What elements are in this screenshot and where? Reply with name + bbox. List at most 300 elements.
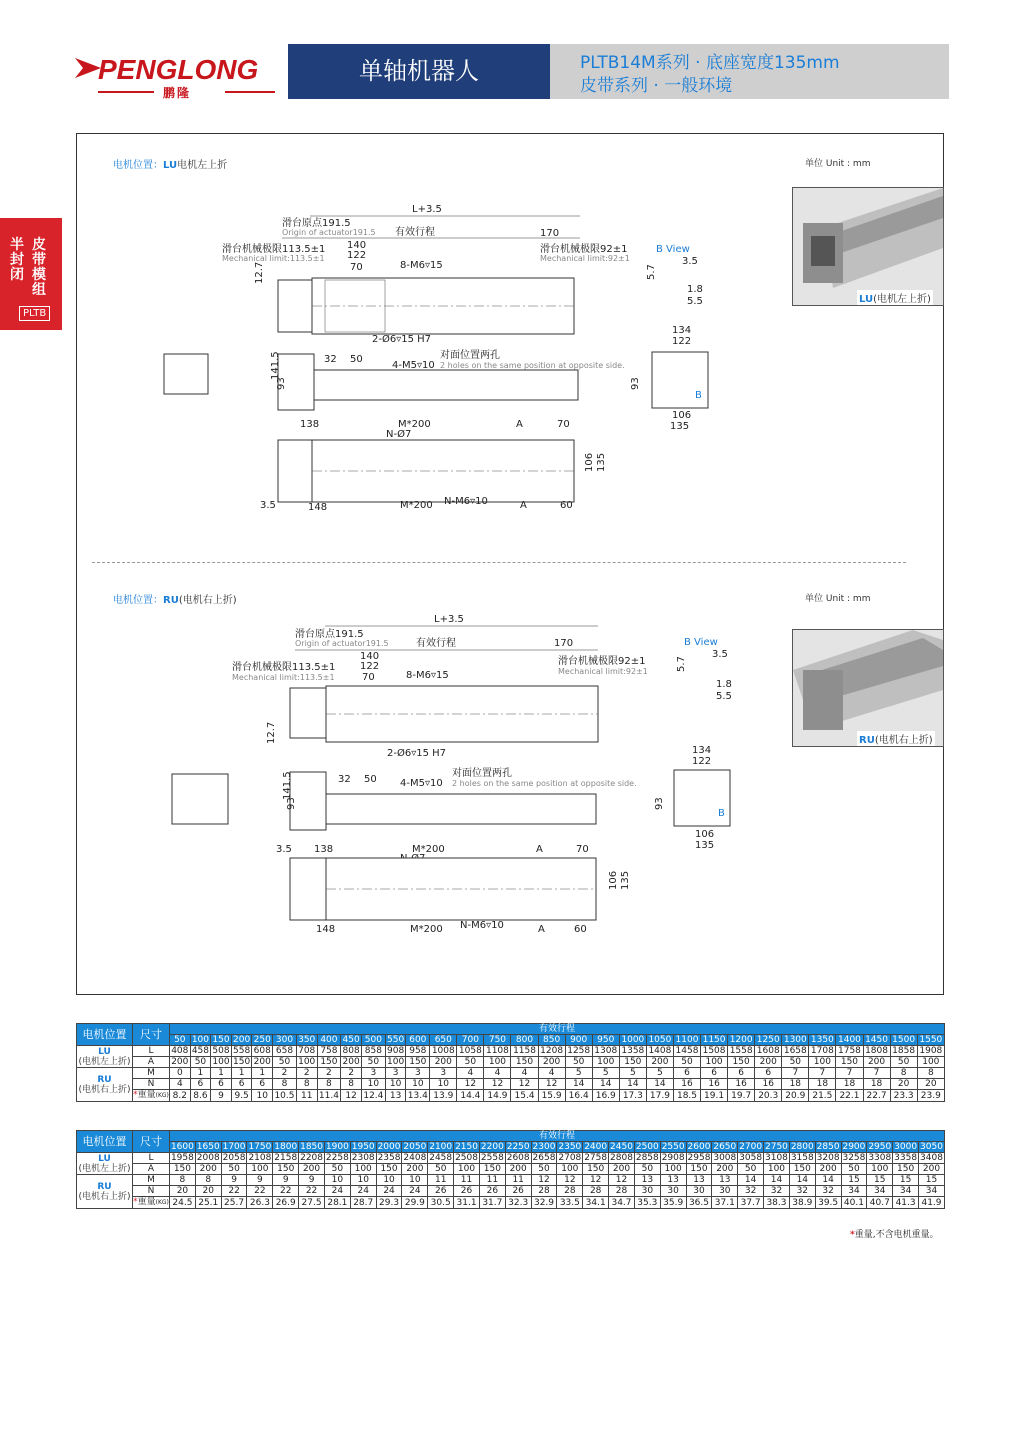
table-cell: 14 — [646, 1079, 673, 1090]
table-cell: 34.7 — [609, 1197, 635, 1209]
weight-unit: (KG) — [155, 1092, 169, 1099]
table-cell: 39.5 — [815, 1197, 841, 1209]
size-header: 尺寸 — [133, 1024, 170, 1046]
table-cell: 608 — [253, 1046, 271, 1056]
row-label-l — [133, 1153, 170, 1164]
svg-text:3.5: 3.5 — [682, 256, 698, 267]
stroke-value: 750 — [484, 1035, 511, 1046]
weight-unit: (KG) — [155, 1199, 169, 1206]
stroke-value: 1500 — [890, 1035, 917, 1046]
table-cell: 38.3 — [764, 1197, 790, 1209]
stroke-value: 250 — [253, 1035, 271, 1045]
svg-text:60: 60 — [574, 924, 587, 935]
table-cell: 6 — [728, 1068, 755, 1079]
stroke-value: 1600 — [170, 1142, 194, 1152]
table-cell: 11 — [505, 1175, 531, 1186]
table-cell: 150 — [619, 1057, 646, 1068]
svg-text:5.5: 5.5 — [687, 296, 703, 307]
svg-text:Origin of actuator191.5: Origin of actuator191.5 — [295, 639, 389, 648]
table-cell: 7 — [782, 1068, 809, 1079]
svg-text:135: 135 — [695, 840, 715, 851]
table-cell: 2908 — [661, 1153, 685, 1163]
table-cell: 40.1 — [841, 1197, 867, 1209]
table-cell: 6 — [701, 1068, 728, 1079]
table-cell: 13.4 — [407, 1090, 428, 1101]
motor-position-ru — [77, 1068, 133, 1102]
svg-text:12.7: 12.7 — [266, 721, 277, 744]
svg-text:Mechanical limit:113.5±1: Mechanical limit:113.5±1 — [222, 254, 325, 263]
table-cell: 3 — [430, 1068, 457, 1079]
weight-note: *重量,不含电机重量。 — [850, 1230, 939, 1240]
table-cell: 18 — [809, 1079, 836, 1090]
table-cell: 9 — [211, 1090, 232, 1102]
weight-mark: * — [133, 1090, 138, 1100]
table-cell: 1758 — [836, 1046, 863, 1057]
table-cell: 20 — [170, 1186, 196, 1197]
table-cell: 2 — [273, 1068, 297, 1079]
svg-text:A: A — [520, 500, 527, 511]
table-cell: 50 — [890, 1057, 917, 1068]
table-cell: 50 — [190, 1057, 211, 1068]
table-cell: 8 — [296, 1079, 317, 1090]
table-cell: 2 — [317, 1068, 341, 1079]
table-cell: 12 — [531, 1175, 557, 1186]
stroke-header: 有效行程 — [170, 1131, 945, 1142]
row-label-w — [133, 1197, 170, 1209]
table-cell: 11 — [454, 1175, 480, 1186]
svg-text:134: 134 — [672, 325, 692, 336]
stroke-value: 1400 — [836, 1035, 863, 1046]
table-cell: 7 — [809, 1068, 836, 1079]
table-cell: 8 — [195, 1175, 221, 1186]
row-label-m — [133, 1175, 170, 1186]
svg-text:134: 134 — [692, 745, 712, 756]
stroke-value: 1800 — [274, 1142, 298, 1152]
table-cell: 2308 — [351, 1153, 375, 1163]
svg-text:滑台机械极限113.5±1: 滑台机械极限113.5±1 — [222, 244, 326, 255]
table-cell: 2058 — [222, 1153, 246, 1163]
table-row — [77, 1175, 945, 1186]
table-cell: 16.4 — [565, 1090, 592, 1102]
table-cell: 1058 — [457, 1046, 484, 1057]
svg-text:70: 70 — [576, 844, 589, 855]
table-cell: 22.7 — [863, 1090, 890, 1102]
table-cell: 2608 — [506, 1153, 530, 1163]
table-cell: 13.9 — [430, 1090, 457, 1102]
brand-logo-cn: 鹏隆 — [163, 86, 192, 100]
table-cell: 150 — [686, 1164, 712, 1175]
table-cell: 200 — [863, 1057, 890, 1068]
table-row — [77, 1079, 945, 1090]
stroke-value: 3000 — [894, 1142, 918, 1152]
table-cell: 32.9 — [531, 1197, 557, 1209]
svg-text:140: 140 — [360, 651, 380, 662]
table-cell: 14.4 — [457, 1090, 484, 1102]
svg-text:M*200: M*200 — [398, 419, 431, 430]
section-divider — [92, 562, 906, 563]
table-cell: 26 — [428, 1186, 454, 1197]
table-cell: 958 — [406, 1046, 430, 1057]
stroke-value: 200 — [233, 1035, 251, 1045]
table-cell: 18.5 — [673, 1090, 700, 1102]
environment-subtitle: 皮带系列 · 一般环境 — [580, 76, 733, 96]
table-cell: 1808 — [863, 1046, 890, 1057]
table-cell: 4 — [484, 1068, 511, 1079]
table-cell: 37.1 — [712, 1197, 738, 1209]
table-cell: 1158 — [511, 1046, 538, 1057]
svg-text:5.5: 5.5 — [716, 691, 732, 702]
stroke-value: 2700 — [739, 1142, 763, 1152]
table-cell: 50 — [634, 1164, 660, 1175]
svg-text:M*200: M*200 — [400, 500, 433, 511]
drawing-lu — [150, 200, 703, 520]
table-cell: 3108 — [765, 1153, 788, 1163]
table-cell: 25.7 — [221, 1197, 247, 1209]
stroke-value: 1650 — [196, 1142, 220, 1152]
table-cell: 150 — [479, 1164, 505, 1175]
table-cell: 2458 — [429, 1153, 453, 1163]
table-cell: 10 — [402, 1175, 428, 1186]
table-cell: 12 — [538, 1079, 565, 1090]
svg-text:A: A — [516, 419, 523, 430]
table-cell: 16 — [701, 1079, 728, 1090]
table-cell: 12 — [609, 1175, 635, 1186]
table-cell: 100 — [298, 1057, 316, 1067]
row-label-w — [133, 1090, 170, 1102]
table-cell: 29.3 — [376, 1197, 402, 1209]
row-label-text: A — [147, 1164, 155, 1174]
table-cell: 1 — [190, 1068, 211, 1079]
table-row — [77, 1046, 945, 1057]
svg-text:135: 135 — [620, 870, 631, 890]
stroke-value: 2650 — [713, 1142, 737, 1152]
row-label-text: A — [147, 1057, 155, 1067]
table-cell: 8 — [917, 1068, 944, 1079]
svg-text:70: 70 — [557, 419, 570, 430]
stroke-value: 2350 — [558, 1142, 582, 1152]
table-cell: 8.2 — [170, 1090, 191, 1102]
table-cell: 33.5 — [557, 1197, 583, 1209]
table-cell: 2108 — [248, 1153, 272, 1163]
table-cell: 100 — [660, 1164, 686, 1175]
table-cell: 658 — [273, 1046, 297, 1057]
table-row — [77, 1090, 945, 1102]
table-cell: 16.9 — [592, 1090, 619, 1102]
svg-text:50: 50 — [364, 774, 377, 785]
stroke-value: 1300 — [782, 1035, 809, 1046]
svg-text:Mechanical limit:92±1: Mechanical limit:92±1 — [558, 667, 648, 676]
table-cell: 100 — [350, 1164, 376, 1175]
table-cell: 5 — [565, 1068, 592, 1079]
stroke-value: 2450 — [610, 1142, 633, 1152]
table-cell: 3158 — [790, 1153, 814, 1163]
motor-position-header: 电机位置 — [77, 1131, 133, 1153]
table-cell: 11 — [296, 1090, 317, 1102]
stroke-value: 550 — [387, 1035, 405, 1045]
table-cell: 3 — [361, 1068, 385, 1079]
table-cell: 100 — [917, 1057, 944, 1068]
table-cell: 200 — [646, 1057, 673, 1068]
table-cell: 32 — [815, 1186, 841, 1197]
row-label-a — [133, 1057, 170, 1068]
table-cell: 8 — [170, 1175, 196, 1186]
table-cell: 200 — [171, 1057, 189, 1067]
position-code-ru: RU — [97, 1181, 112, 1192]
table-cell: 8.6 — [190, 1090, 211, 1102]
stroke-value: 900 — [565, 1035, 592, 1046]
svg-text:5.7: 5.7 — [646, 264, 657, 280]
table-cell: 24 — [350, 1186, 376, 1197]
svg-text:140: 140 — [347, 240, 367, 251]
table-cell: 8 — [273, 1079, 297, 1090]
table-cell: 200 — [919, 1164, 945, 1175]
table-cell: 1308 — [592, 1046, 619, 1057]
table-cell: 38.9 — [789, 1197, 815, 1209]
table-cell: 24 — [324, 1186, 350, 1197]
svg-text:170: 170 — [554, 638, 574, 649]
svg-text:122: 122 — [347, 250, 367, 261]
table-cell: 11 — [479, 1175, 505, 1186]
motor-position-lu — [77, 1153, 133, 1175]
stroke-value: 2250 — [506, 1142, 530, 1152]
table-cell: 4 — [538, 1068, 565, 1079]
svg-text:93: 93 — [276, 377, 287, 390]
table-cell: 30.5 — [428, 1197, 454, 1209]
table-cell: 14 — [592, 1079, 619, 1090]
table-cell: 508 — [212, 1046, 230, 1056]
table-cell: 3058 — [739, 1153, 763, 1163]
table-cell: 20 — [917, 1079, 944, 1090]
svg-text:141.5: 141.5 — [270, 351, 281, 380]
svg-text:3.5: 3.5 — [276, 844, 292, 855]
table-cell: 1458 — [673, 1046, 700, 1057]
table-cell: 41.9 — [919, 1197, 945, 1209]
svg-text:93: 93 — [286, 797, 297, 810]
row-label-text: N — [147, 1079, 155, 1089]
table-cell: 50 — [841, 1164, 867, 1175]
table-cell: 2 — [341, 1068, 362, 1079]
table-cell: 1 — [252, 1068, 273, 1079]
stroke-value: 300 — [273, 1035, 297, 1046]
svg-text:2 holes on the same position a: 2 holes on the same position at opposite side. — [452, 779, 637, 788]
table-cell: 1558 — [728, 1046, 755, 1057]
table-cell: 14 — [789, 1175, 815, 1186]
table-cell: 31.7 — [479, 1197, 505, 1209]
stroke-value: 2300 — [532, 1142, 556, 1152]
table-cell: 50 — [273, 1057, 297, 1068]
table-cell: 28 — [583, 1186, 609, 1197]
table-cell: 6 — [190, 1079, 211, 1090]
table-cell: 2508 — [455, 1153, 478, 1163]
stroke-value: 500 — [361, 1035, 385, 1046]
table-cell: 30 — [634, 1186, 660, 1197]
table-cell: 100 — [867, 1164, 893, 1175]
svg-text:122: 122 — [672, 336, 692, 347]
table-cell: 1858 — [890, 1046, 917, 1057]
table-cell: 858 — [361, 1046, 385, 1057]
table-cell: 28 — [609, 1186, 635, 1197]
table-cell: 28.7 — [350, 1197, 376, 1209]
table-cell: 19.1 — [701, 1090, 728, 1102]
table-cell: 100 — [247, 1164, 273, 1175]
table-cell: 3008 — [713, 1153, 737, 1163]
svg-text:138: 138 — [314, 844, 334, 855]
table-cell: 22.1 — [836, 1090, 863, 1102]
svg-text:32: 32 — [324, 354, 337, 365]
table-cell: 2408 — [403, 1153, 427, 1163]
side-tab-label-2: 半封闭 — [10, 237, 24, 283]
table-cell: 50 — [738, 1164, 764, 1175]
stroke-value: 350 — [298, 1035, 316, 1045]
stroke-value: 2900 — [842, 1142, 866, 1152]
table-cell: 14 — [565, 1079, 592, 1090]
svg-text:148: 148 — [308, 502, 328, 513]
svg-text:N-M6▿10: N-M6▿10 — [444, 496, 488, 507]
table-cell: 20.9 — [782, 1090, 809, 1102]
stroke-value: 1850 — [300, 1142, 323, 1152]
svg-text:106: 106 — [695, 829, 715, 840]
svg-text:12.7: 12.7 — [254, 261, 265, 284]
position-name-lu: (电机左上折) — [78, 1056, 131, 1067]
table-cell: 8 — [890, 1068, 917, 1079]
table-cell: 7 — [836, 1068, 863, 1079]
table-cell: 50 — [221, 1164, 247, 1175]
table-cell: 6 — [755, 1068, 782, 1079]
table-cell: 24 — [376, 1186, 402, 1197]
stroke-value: 150 — [212, 1035, 230, 1045]
stroke-value: 400 — [317, 1035, 341, 1046]
table-cell: 12 — [341, 1090, 362, 1102]
table-cell: 13 — [634, 1175, 660, 1186]
table-cell: 3408 — [920, 1153, 943, 1163]
table-cell: 34 — [919, 1186, 945, 1197]
side-tab-badge: PLTB — [19, 306, 50, 321]
svg-text:N-Ø7: N-Ø7 — [386, 429, 412, 440]
svg-text:2-Ø6▿15 H7: 2-Ø6▿15 H7 — [372, 334, 432, 345]
stroke-value: 2950 — [868, 1142, 892, 1152]
svg-text:滑台原点191.5: 滑台原点191.5 — [282, 218, 351, 229]
section-title-ru: 电机位置：RU(电机右上折) — [113, 595, 237, 606]
table-cell: 27.5 — [299, 1197, 325, 1209]
motor-position-header: 电机位置 — [77, 1024, 133, 1046]
table-cell: 200 — [505, 1164, 531, 1175]
table-cell: 30 — [686, 1186, 712, 1197]
table-cell: 6 — [211, 1079, 232, 1090]
table-cell: 200 — [430, 1057, 457, 1068]
table-cell: 2808 — [610, 1153, 633, 1163]
stroke-value: 3050 — [920, 1142, 943, 1152]
table-cell: 18 — [863, 1079, 890, 1090]
table-cell: 40.7 — [867, 1197, 893, 1209]
svg-text:Mechanical limit:113.5±1: Mechanical limit:113.5±1 — [232, 673, 335, 682]
svg-text:170: 170 — [540, 228, 560, 239]
table-cell: 17.3 — [619, 1090, 646, 1102]
table-cell: 10 — [350, 1175, 376, 1186]
svg-text:L+3.5: L+3.5 — [434, 614, 464, 625]
svg-text:4-M5▿10: 4-M5▿10 — [392, 360, 435, 371]
table-cell: 200 — [712, 1164, 738, 1175]
table-cell: 34 — [893, 1186, 919, 1197]
table-cell: 150 — [170, 1164, 196, 1175]
stroke-value: 2850 — [816, 1142, 840, 1152]
table-cell: 10 — [324, 1175, 350, 1186]
table-cell: 3308 — [868, 1153, 892, 1163]
table-cell: 12 — [511, 1079, 538, 1090]
svg-text:106: 106 — [672, 410, 692, 421]
table-cell: 1658 — [782, 1046, 809, 1057]
photo-caption-lu: LU(电机左上折) — [857, 290, 933, 305]
table-cell: 3358 — [894, 1153, 918, 1163]
series-subtitle: PLTB14M系列 · 底座宽度135mm — [580, 53, 840, 73]
weight-label: 重量 — [137, 1197, 156, 1207]
weight-mark: * — [133, 1197, 138, 1207]
table-cell: 150 — [376, 1164, 402, 1175]
table-cell: 100 — [484, 1057, 511, 1068]
table-cell: 28 — [557, 1186, 583, 1197]
motor-position-ru — [77, 1175, 133, 1209]
svg-text:135: 135 — [596, 452, 607, 472]
svg-text:32: 32 — [338, 774, 351, 785]
stroke-value: 2050 — [403, 1142, 427, 1152]
brand-logo: PENGLONG — [98, 54, 259, 85]
table-cell: 14 — [764, 1175, 790, 1186]
svg-text:B View: B View — [656, 244, 690, 255]
row-label-a — [133, 1164, 170, 1175]
table-cell: 9 — [221, 1175, 247, 1186]
table-cell: 150 — [273, 1164, 299, 1175]
svg-text:A: A — [536, 844, 543, 855]
table-cell: 10 — [430, 1079, 457, 1090]
table-cell: 1208 — [538, 1046, 565, 1057]
table-cell: 4 — [511, 1068, 538, 1079]
table-cell: 34 — [867, 1186, 893, 1197]
table-cell: 200 — [538, 1057, 565, 1068]
svg-text:2-Ø6▿15 H7: 2-Ø6▿15 H7 — [387, 748, 447, 759]
table-cell: 150 — [893, 1164, 919, 1175]
table-cell: 1008 — [430, 1046, 457, 1057]
table-cell: 18 — [836, 1079, 863, 1090]
table-cell: 30 — [660, 1186, 686, 1197]
table-cell: 2008 — [196, 1153, 220, 1163]
table-cell: 1408 — [646, 1046, 673, 1057]
page-title: 单轴机器人 — [359, 57, 479, 85]
svg-text:M*200: M*200 — [410, 924, 443, 935]
product-photo-lu — [792, 187, 944, 306]
svg-text:138: 138 — [300, 419, 320, 430]
svg-text:106: 106 — [608, 870, 619, 890]
stroke-value: 2800 — [790, 1142, 814, 1152]
svg-text:对面位置两孔: 对面位置两孔 — [452, 768, 512, 779]
svg-text:有效行程: 有效行程 — [395, 227, 435, 238]
table-cell: 18 — [782, 1079, 809, 1090]
stroke-value: 600 — [406, 1035, 430, 1046]
table-cell: 11.4 — [318, 1090, 339, 1101]
svg-text:1.8: 1.8 — [687, 284, 703, 295]
stroke-header: 有效行程 — [170, 1024, 945, 1035]
table-cell: 29.9 — [402, 1197, 428, 1209]
table-cell: 32 — [738, 1186, 764, 1197]
table-cell: 558 — [233, 1046, 251, 1056]
stroke-value: 100 — [191, 1035, 209, 1045]
table-cell: 150 — [583, 1164, 609, 1175]
table-cell: 13 — [660, 1175, 686, 1186]
logo-rule-left — [98, 91, 154, 93]
table-cell: 1708 — [809, 1046, 836, 1057]
svg-text:滑台机械极限92±1: 滑台机械极限92±1 — [540, 244, 628, 255]
stroke-value: 2100 — [429, 1142, 453, 1152]
svg-text:93: 93 — [654, 797, 665, 810]
logo-rule-right — [225, 91, 275, 93]
